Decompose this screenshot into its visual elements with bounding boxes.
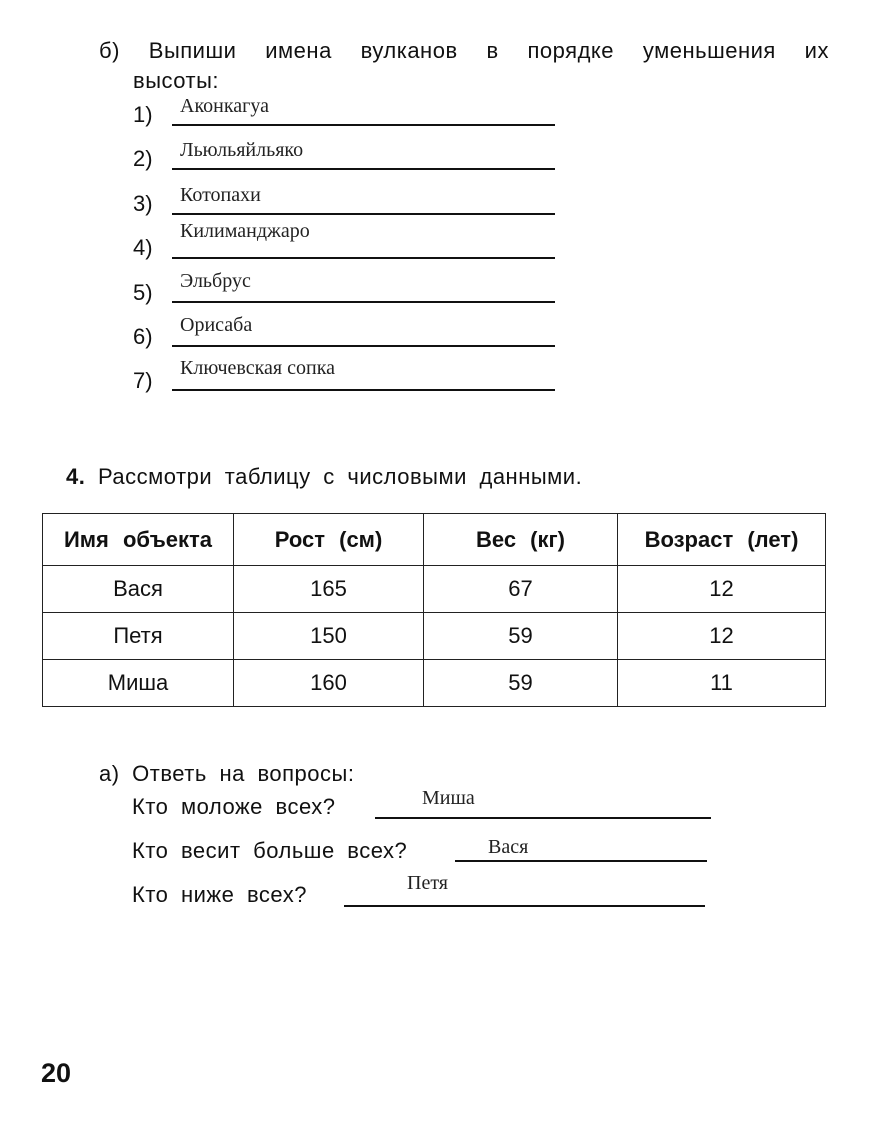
answer-number: 4) [133,235,153,260]
answer-line [172,124,555,126]
answer-text: Котопахи [180,184,261,206]
prompt-word: б) [99,38,120,63]
table-cell: 67 [424,566,618,613]
table-cell: 59 [424,660,618,707]
table-cell: 12 [618,566,826,613]
part-b-prompt-line2: высоты: [133,68,219,93]
table-cell: 12 [618,613,826,660]
answer-number: 5) [133,280,153,305]
question-text: Кто моложе всех? [132,794,336,819]
column-header: Возраст (лет) [618,514,826,566]
answer-line [172,389,555,391]
table-cell: 165 [234,566,424,613]
answer-line [172,213,555,215]
answer-text: Льюльяйльяко [180,139,304,161]
prompt-word: имена [265,38,332,63]
table-cell: 160 [234,660,424,707]
answer-number: 7) [133,368,153,393]
answer-text: Эльбрус [180,270,251,292]
answer-text: Аконкагуа [180,95,269,117]
prompt-word: порядке [527,38,615,63]
answer-line [375,817,711,819]
answer-line [344,905,705,907]
column-header: Вес (кг) [424,514,618,566]
column-header: Имя объекта [43,514,234,566]
question-answer: Петя [407,872,448,894]
prompt-word: Выпиши [148,38,237,63]
task-4-heading [66,464,582,490]
prompt-word: уменьшения [642,38,776,63]
answer-text: Орисаба [180,314,253,336]
prompt-word: вулканов [360,38,458,63]
answer-line [455,860,707,862]
answer-line [172,301,555,303]
answer-line [172,345,555,347]
table-cell: 150 [234,613,424,660]
prompt-word: в [486,38,499,63]
question-text: Кто весит больше всех? [132,838,408,863]
table-row [43,660,826,707]
page-number: 20 [41,1058,72,1088]
table-cell: Вася [43,566,234,613]
table-row [43,613,826,660]
answer-line [172,168,555,170]
question-text: Кто ниже всех? [132,882,307,907]
table-cell: 11 [618,660,826,707]
answer-number: 3) [133,191,153,216]
table-cell: Миша [43,660,234,707]
column-header: Рост (см) [234,514,424,566]
prompt-word: их [804,38,829,63]
table-header-row [43,514,826,566]
answer-number: 1) [133,102,153,127]
part-b-prompt-line1 [99,38,829,64]
data-table [42,513,826,707]
answer-number: 6) [133,324,153,349]
answer-line [172,257,555,259]
question-answer: Миша [422,787,475,809]
question-answer: Вася [488,836,529,858]
task-number: 4. [66,464,86,489]
table-cell: 59 [424,613,618,660]
table-cell: Петя [43,613,234,660]
answer-number: 2) [133,146,153,171]
answer-text: Килиманджаро [180,220,310,242]
task-text: Рассмотри таблицу с числовыми данными. [97,464,583,489]
part-a-title: а) Ответь на вопросы: [99,761,355,786]
answer-text: Ключевская сопка [180,357,335,379]
table-row [43,566,826,613]
